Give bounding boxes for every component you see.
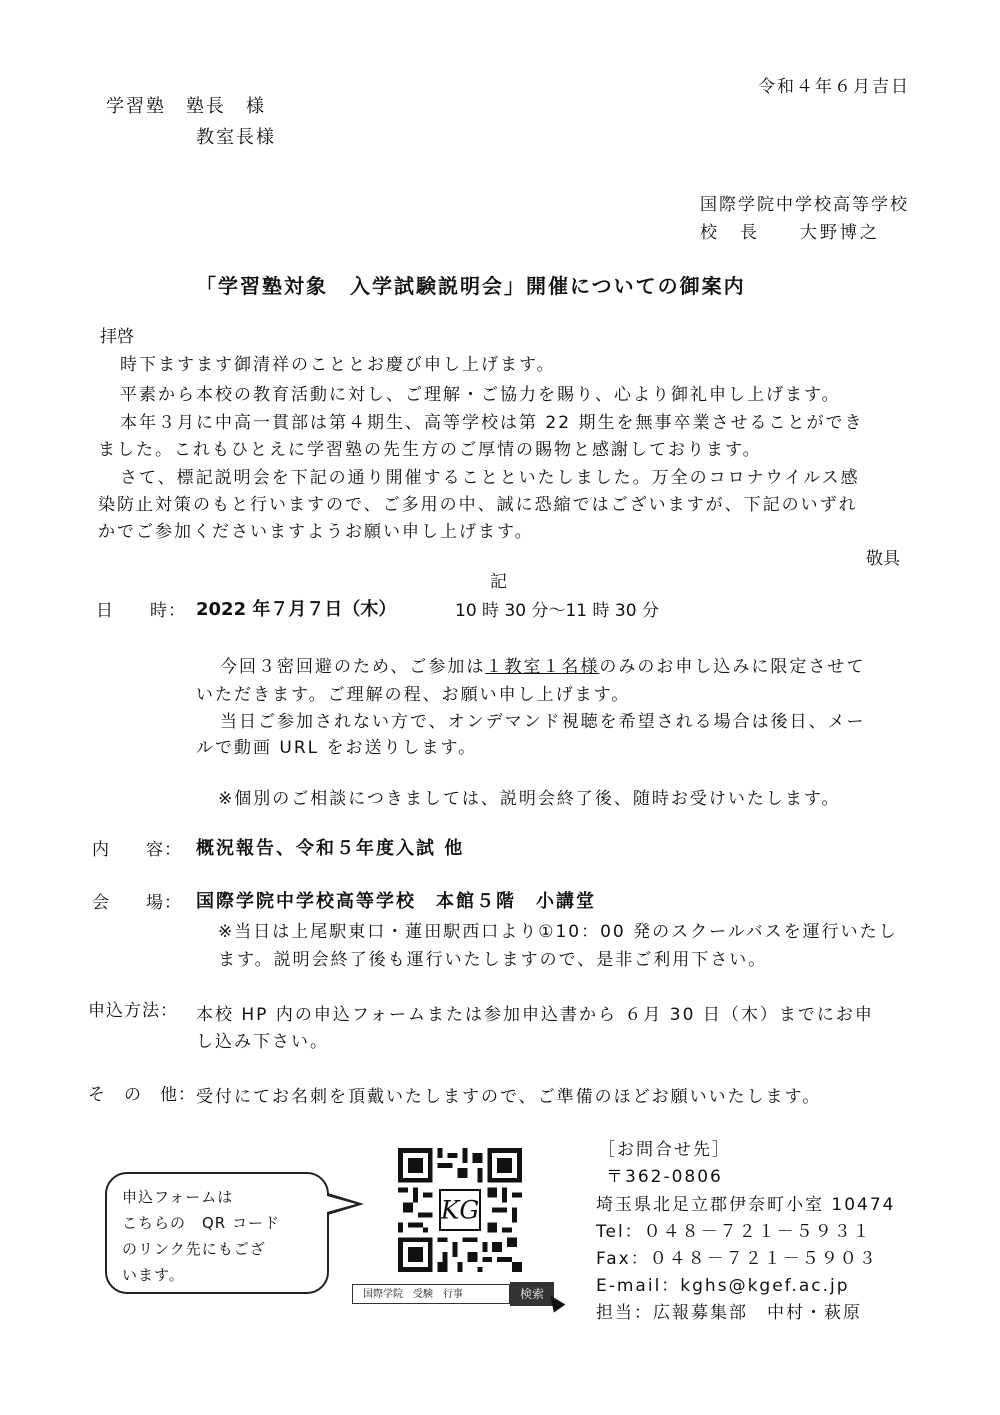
venue-note-a: ※当日は上尾駅東口・蓮田駅西口より①10：00 発のスクールバスを運行いたし bbox=[218, 922, 898, 942]
date-note-1 bbox=[220, 652, 865, 677]
contact-email[interactable]: E-mail：kghs@kgef.ac.jp bbox=[596, 1276, 850, 1296]
date-value: 2022 年７月７日（木） bbox=[196, 599, 397, 620]
contact-zip: 〒362-0806 bbox=[606, 1167, 723, 1187]
body-p2: 平素から本校の教育活動に対し、ご理解・ご協力を賜り、心より御礼申し上げます。 bbox=[120, 385, 841, 405]
recipient-line-1: 学習塾 塾長 様 bbox=[106, 96, 266, 117]
contact-fax: Fax：０４８－７２１－５９０３ bbox=[596, 1249, 878, 1269]
date-note-1-post: のみのお申し込みに限定させて bbox=[599, 657, 866, 677]
venue-value: 国際学院中学校高等学校 本館５階 小講堂 bbox=[196, 891, 596, 912]
date-label: 日 時： bbox=[96, 601, 186, 621]
greeting: 拝啓 bbox=[100, 327, 134, 347]
venue-note-b: ます。説明会終了後も運行いたしますので、是非ご利用下さい。 bbox=[218, 950, 768, 970]
ki-heading: 記 bbox=[490, 572, 507, 592]
sender-school: 国際学院中学校高等学校 bbox=[700, 195, 909, 215]
contact-person: 担当：広報募集部 中村・萩原 bbox=[596, 1303, 862, 1323]
body-p4c: かでご参加くださいますようお願い申し上げます。 bbox=[98, 522, 534, 542]
search-input[interactable]: 国際学院 受験 行事 bbox=[352, 1284, 510, 1304]
date-note-1b: いただきます。ご理解の程、お願い申し上げます。 bbox=[196, 685, 631, 705]
date-note-2a: 当日ご参加されない方で、オンデマンド視聴を希望される場合は後日、メー bbox=[220, 712, 866, 732]
bubble-line-4: います。 bbox=[122, 1266, 185, 1284]
sender-principal: 校 長 大野博之 bbox=[700, 223, 880, 243]
search-button[interactable]: 検索 bbox=[510, 1282, 554, 1306]
apply-value-a: 本校 HP 内の申込フォームまたは参加申込書から ６月 30 日（木）までにお申 bbox=[196, 1005, 874, 1025]
bubble-tail-inner bbox=[316, 1193, 356, 1215]
closing: 敬具 bbox=[866, 549, 900, 569]
body-p4b: 染防止対策のもと行いますので、ご多用の中、誠に恐縮ではございますが、下記のいずれ bbox=[98, 495, 858, 515]
bubble-line-1: 申込フォームは bbox=[122, 1188, 234, 1206]
time-value: 10 時 30 分～11 時 30 分 bbox=[455, 601, 659, 621]
venue-label: 会 場： bbox=[92, 893, 182, 913]
contact-address: 埼玉県北足立郡伊奈町小室 10474 bbox=[596, 1195, 896, 1215]
recipient-line-2: 教室長様 bbox=[196, 127, 276, 148]
content-value: 概況報告、令和５年度入試 他 bbox=[196, 838, 465, 859]
contact-header: ［お問合せ先］ bbox=[598, 1140, 731, 1160]
date-note-2b: ルで動画 URL をお送りします。 bbox=[196, 738, 478, 758]
qr-logo: KG bbox=[440, 1195, 480, 1225]
other-label: そ の 他： bbox=[88, 1085, 196, 1105]
issue-date: 令和４年６月吉日 bbox=[758, 77, 910, 97]
body-p1: 時下ますます御清祥のこととお慶び申し上げます。 bbox=[120, 355, 556, 375]
document-title: 「学習塾対象 入学試験説明会」開催についての御案内 bbox=[196, 274, 746, 298]
apply-value-b: し込み下さい。 bbox=[196, 1032, 329, 1052]
qr-code-icon[interactable] bbox=[398, 1148, 522, 1272]
date-note-3: ※個別のご相談につきましては、説明会終了後、随時お受けいたします。 bbox=[218, 789, 841, 809]
date-note-1-pre: 今回３密回避のため、ご参加は bbox=[220, 657, 486, 677]
bubble-line-3: のリンク先にもござ bbox=[122, 1240, 266, 1258]
bubble-line-2: こちらの QR コード bbox=[122, 1214, 280, 1232]
apply-label: 申込方法： bbox=[88, 1001, 178, 1021]
content-label: 内 容： bbox=[92, 840, 182, 860]
body-p3a: 本年３月に中高一貫部は第４期生、高等学校は第 22 期生を無事卒業させることができ bbox=[120, 413, 864, 433]
date-note-1-underline: １教室１名様 bbox=[485, 657, 600, 677]
contact-tel: Tel：０４８－７２１－５９３１ bbox=[596, 1222, 872, 1242]
body-p3b: ました。これもひとえに学習塾の先生方のご厚情の賜物と感謝しております。 bbox=[98, 440, 762, 460]
body-p4a: さて、標記説明会を下記の通り開催することといたしました。万全のコロナウイルス感 bbox=[120, 468, 860, 488]
other-value: 受付にてお名刺を頂戴いたしますので、ご準備のほどお願いいたします。 bbox=[196, 1087, 822, 1107]
